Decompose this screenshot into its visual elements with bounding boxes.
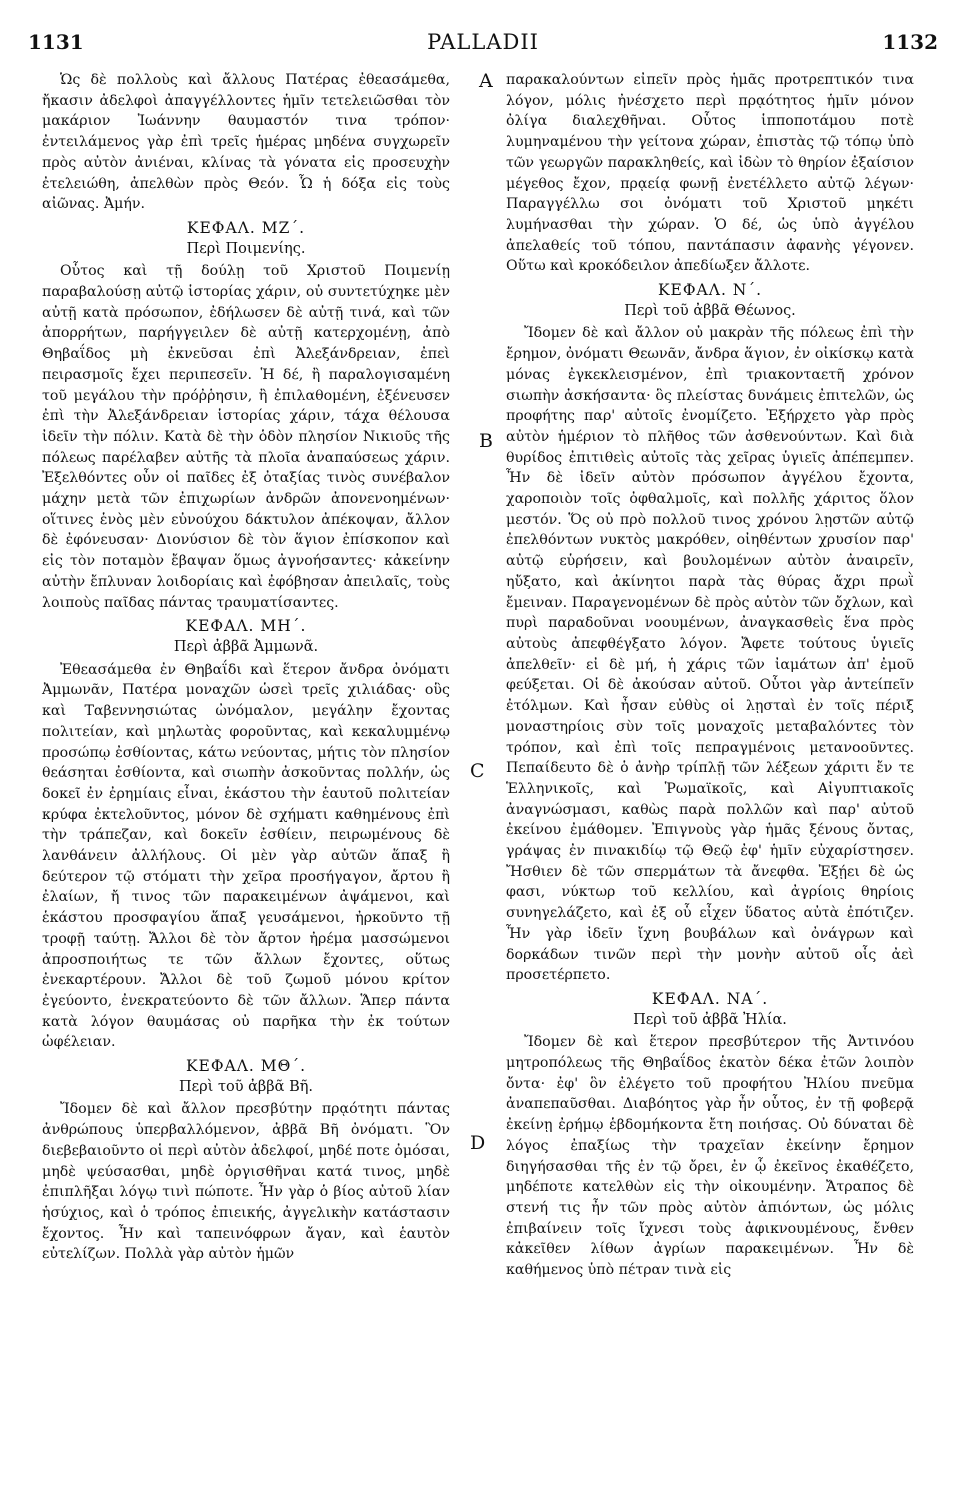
chapter-heading-51: ΚΕΦΑΛ. ΝΑ΄. — [651, 989, 769, 1008]
chapter-title-49: Περὶ τοῦ ἀββᾶ Βῆ. — [178, 1078, 314, 1095]
page-number-right: 1132 — [882, 30, 938, 54]
right-column — [506, 70, 914, 1281]
page-number-left: 1131 — [28, 30, 84, 54]
chapter-heading-47: ΚΕΦΑΛ. ΜΖ΄. — [186, 218, 306, 237]
page-header — [28, 30, 938, 60]
chapter-title-48: Περὶ ἀββᾶ Ἀμμωνᾶ. — [173, 638, 319, 655]
chapter-title-50: Περὶ τοῦ ἀββᾶ Θέωνος. — [624, 302, 796, 319]
chapter-text-51: Ἴδομεν δὲ καὶ ἕτερον πρεσβύτερον τῆς Ἀντινόου μητροπόλεως τῆς Θηβαΐδος ἑκατὸν δέκα ἐτῶν λοιπὸν ὄντα· ἐφ' ὃν ἐλέγετο τοῦ προφήτου Ἠλίου πνεῦμα ἀναπεπαῦσθαι. Διαβόητος γὰρ ἦν οὗτος, ἐν τῇ φοβερᾷ ἐκείνῃ ἐρήμῳ ἑβδομήκοντα ἔτη ποιήσας. Οὐ δύναται δὲ λόγος ἐπαξίως τὴν τραχεῖαν ἐκείνην ἔρημον διηγήσασθαι τῆς ἐν τῷ ὄρει, ἐν ᾧ ἐκεῖνος ἐκαθέζετο, μηδέποτε κατελθὼν εἰς τὴν οἰκουμένην. Ἄτραπος δὲ στενή τις ἦν τῶν πρὸς αὐτὸν ἀπιόντων, ὡς μόλις ἐπιβαίνειν τοῖς ἴχνεσι τοὺς ἀφικνουμένους, ἔνθεν κἀκεῖθεν λίθων ἀγρίων παρακειμένων. Ἦν δὲ καθήμενος ὑπὸ πέτραν τινὰ εἰς — [506, 1034, 914, 1279]
paragraph-intro-left: Ὡς δὲ πολλοὺς καὶ ἄλλους Πατέρας ἐθεασάμεθα, ἤκασιν ἀδελφοὶ ἀπαγγέλλοντες ἡμῖν τετελειῶσθαι τὸν μακάριον Ἰωάννην θαυμαστόν τινα τρόπον· ἐντειλάμενος γὰρ ἐπὶ τρεῖς ἡμέρας μηδένα συγχωρεῖν πρὸς αὐτὸν ἀνιέναι, κλίνας τὰ γόνατα εἰς προσευχὴν ἐτελειώθη, ἀπελθὼν πρὸς Θεόν. Ὧ ἡ δόξα εἰς τοὺς αἰῶνας. Ἀμήν. — [42, 72, 450, 213]
chapter-text-50: Ἴδομεν δὲ καὶ ἄλλον οὐ μακρὰν τῆς πόλεως ἐπὶ τὴν ἔρημον, ὀνόματι Θεωνᾶν, ἄνδρα ἅγιον, ἐν οἰκίσκῳ κατὰ μόνας ἐγκεκλεισμένον, ἐπὶ τριακονταετῆ χρόνον σιωπὴν ἀσκήσαντα· ὃς πλείστας δυνάμεις ἐπιτελῶν, ὡς προφήτης παρ' αὐτοῖς ἐνομίζετο. Ἐξήρχετο γὰρ πρὸς αὐτὸν ἡμέριον τὸ πλῆθος τῶν ἀσθενούντων. Καὶ διὰ θυρίδος ἐπιτιθεὶς αὐτοῖς τὰς χεῖρας ὑγιεῖς ἀπέπεμπεν. Ἦν δὲ ἰδεῖν αὐτὸν πρόσωπον ἀγγέλου ἔχοντα, χαροποιὸν τοῖς ὀφθαλμοῖς, καὶ πολλῆς χάριτος ὅλον μεστόν. Ὅς οὐ πρὸ πολλοῦ τινος χρόνου λῃστῶν αὐτῷ ἐπελθόντων νυκτὸς μακρόθεν, οἰηθέντων χρυσίον παρ' αὐτῷ εὑρήσειν, καὶ βουλομένων αὐτὸν ἀναιρεῖν, ηὔξατο, καὶ ἀκίνητοι παρὰ τὰς θύρας ἄχρι πρωῒ ἔμειναν. Παραγενομένων δὲ πρὸς αὐτὸν τῶν ὄχλων, καὶ πυρὶ παραδοῦναι νοουμένων, ἀναγκασθεὶς ἕνα πρὸς αὐτοὺς ἀπεφθέγξατο λόγον. Ἄφετε τούτους ὑγιεῖς ἀπελθεῖν· εἰ δὲ μή, ἡ χάρις τῶν ἰαμάτων ἀπ' ἐμοῦ φεύξεται. Οἱ δὲ ἀκούσαν αὐτοῦ. Οὗτοι γὰρ ἀντείπεῖν ἐτόλμων. Καὶ ἦσαν εὐθὺς οἱ λῃσταὶ ἐν τοῖς πέριξ μοναστηρίοις σὺν τοῖς μοναχοῖς μεταβαλόντες τὸν τρόπον, καὶ ἐπὶ τοῖς πεπραγμένοις μετανοοῦντες. Πεπαίδευτο δὲ ὁ ἀνὴρ τρίπλῇ τῶν λέξεων χάριτι ἔν τε Ἑλληνικοῖς, καὶ Ῥωμαϊκοῖς, καὶ Αἰγυπτιακοῖς ἀναγνώσμασι, καθὼς παρὰ πολλῶν καὶ παρ' αὐτοῦ ἐκείνου ἐμάθομεν. Ἐπιγνοὺς γὰρ ἡμᾶς ξένους ὄντας, γράψας ἐν πινακιδίῳ τῷ Θεῷ ἐφ' ἡμῖν εὐχαρίστησεν. Ἤσθιεν δὲ τῶν σπερμάτων τὰ ἄνεφθα. Ἐξῄει δὲ ὡς φασι, νύκτωρ τοῦ κελλίου, καὶ ἀγρίοις θηρίοις συνηγελάζετο, καὶ ἐξ οὗ εἶχεν ὕδατος αὐτὰ ἐπότιζεν. Ἦν γὰρ ἰδεῖν ἴχνη βουβάλων καὶ ὀνάγρων καὶ δορκάδων τινῶν περὶ τὴν μονὴν αὐτοῦ οἷς ἀεὶ προσετέρπετο. — [506, 325, 914, 984]
running-title: PALLADII — [427, 30, 539, 54]
chapter-text-48: Ἐθεασάμεθα ἐν Θηβαΐδι καὶ ἕτερον ἄνδρα ὀνόματι Ἀμμωνᾶν, Πατέρα μοναχῶν ὡσεὶ τρεῖς χιλιάδας· οὓς καὶ Ταβεννησιώτας ὠνόμαλον, μεγάλην ἔχοντας πολιτείαν, καὶ μηλωτὰς φοροῦντας, καὶ κεκαλυμμένῳ προσώπῳ ἐσθίοντας, κάτω νεύοντας, μήτις τὸν πλησίον θεάσηται ἐσθίοντα, καὶ σιωπὴν ἀσκοῦντας πολλήν, ὡς δοκεῖ ἐν ἐρημίαις εἶναι, ἑκάστου τὴν ἑαυτοῦ πολιτείαν κρύφα ἐκτελοῦντος, μόνον δὲ σχήματι καθημένους ἐπὶ τὴν τράπεζαν, καὶ δοκεῖν ἐσθίειν, πειρωμένους δὲ λανθάνειν ἀλλήλους. Οἱ μὲν γὰρ αὐτῶν ἅπαξ ἢ δεύτερον τῷ στόματι τὴν χεῖρα προσήγαγον, ἄρτου ἢ ἐλαίων, ἤ τινος τῶν παρακειμένων ἀψάμενοι, καὶ ἑκάστου προσφαγίου ἅπαξ γευσάμενοι, ἠρκοῦντο τῇ τροφῇ ταύτῃ. Ἄλλοι δὲ τὸν ἄρτον ἠρέμα μασσώμενοι ἀπροσποιήτως τε τῶν ἄλλων ἔχοντες, οὕτως ἐνεκαρτέρουν. Ἄλλοι δὲ τοῦ ζωμοῦ μόνου κρίτον ἐγεύοντο, ἐνεκρατεύοντο δὲ τῶν ἄλλων. Ἅπερ πάντα κατὰ λόγον θαυμάσας οὐ παρῆκα τὴν ἐκ τούτων ὠφέλειαν. — [42, 661, 450, 1051]
margin-marker-b: B — [479, 430, 493, 452]
left-column — [42, 70, 450, 1265]
chapter-heading-49: ΚΕΦΑΛ. ΜΘ΄. — [185, 1057, 307, 1076]
paragraph-intro-right: παρακαλούντων εἰπεῖν πρὸς ἡμᾶς προτρεπτικόν τινα λόγον, μόλις ἠνέσχετο περὶ πρᾳότητος ἡμῖν μόνον ὀλίγα διαλεχθῆναι. Οὗτος ἱπποποτάμου ποτὲ λυμηναμένου τὴν γείτονα χώραν, ἐπιστὰς τῷ τόπῳ ὑπὸ τῶν γεωργῶν παρακληθείς, καὶ ἰδὼν τὸ θηρίον ἐξαίσιον μέγεθος ἔχον, πρᾳείᾳ φωνῇ ἐνετέλλετο αὐτῷ λέγων· Παραγγέλλω σοι ὀνόματι τοῦ Χριστοῦ μηκέτι λυμήνασθαι τὴν χώραν. Ὁ δέ, ὡς ὑπὸ ἀγγέλου ἀπελαθείς τοῦ τόπου, παντάπασιν ἀφανὴς γέγονεν. Οὕτω καὶ κροκόδειλον ἀπεδίωξεν ἄλλοτε. — [506, 72, 914, 275]
margin-marker-d: D — [470, 1132, 486, 1154]
chapter-text-47: Οὗτος καὶ τῇ δούλῃ τοῦ Χριστοῦ Ποιμενίῃ παραβαλούσῃ αὐτῷ ἱστορίας χάριν, οὐ συντετύχηκε μὲν αὐτῇ κατὰ πρόσωπον, ἐδήλωσεν δὲ αὐτῇ τινά, καὶ τῶν ἀπορρήτων, παρήγγειλεν δὲ αὐτῇ κατερχομένῃ, ἀπὸ Θηβαΐδος μὴ ἐκνεῦσαι ἐπὶ Ἀλεξάνδρειαν, ἐπεὶ πειρασμοῖς ἔχει περιπεσεῖν. Ἡ δέ, ἢ παραλογισαμένη τοῦ μεγάλου τὴν πρόῤῥησιν, ἢ ἐπιλαθομένη, ἐξένευσεν ἐπὶ τὴν Ἀλεξάνδρειαν ἱστορίας χάριν, τάχα θέλουσα ἰδεῖν τὴν πόλιν. Κατὰ δὲ τὴν ὁδὸν πλησίον Νικιοῦς τῆς πόλεως παρέλαβεν αὐτῆς τὰ πλοῖα ἀναπαύσεως χάριν. Ἐξελθόντες οὖν οἱ παῖδες ἐξ ὀταξίας τινὸς συνέβαλον μάχην μετὰ τῶν ἐπιχωρίων ἀνδρῶν ἀπονενοημένων· οἵτινες ἑνὸς μὲν εὐνούχου δάκτυλον ἀπέκοψαν, ἄλλον δὲ ἐφόνευσαν· Διονύσιον δὲ τὸν ἅγιον ἐπίσκοπον καὶ εἰς τὸν ποταμὸν ἔβαψαν ὅμως ἀγνοήσαντες· κἀκείνην αὐτὴν ἔπλυναν λοιδορίαις καὶ ἐφόβησαν ἀπειλαῖς, τοὺς λοιποὺς παῖδας πάντας τραυματίσαντες. — [42, 263, 450, 611]
chapter-title-47: Περὶ Ποιμενίης. — [186, 240, 306, 257]
chapter-heading-48: ΚΕΦΑΛ. ΜΗ΄. — [185, 617, 307, 636]
margin-marker-a: A — [479, 70, 493, 92]
chapter-text-49: Ἴδομεν δὲ καὶ ἄλλον πρεσβύτην πρᾳότητι πάντας ἀνθρώπους ὑπερβαλλόμενον, ἀββᾶ Βῆ ὀνόματι. Ὃν διεβεβαιοῦντο οἱ περὶ αὐτὸν ἀδελφοί, μηδέ ποτε ὀμόσαι, μηδὲ ψεύσασθαι, μηδὲ ὀργισθῆναι κατά τινος, μηδὲ ἐπιπλῆξαι λόγῳ τινὶ πώποτε. Ἦν γὰρ ὁ βίος αὐτοῦ λίαν ἡσύχιος, καὶ ὁ τρόπος ἐπιεικής, ἀγγελικὴν κατάστασιν ἔχοντος. Ἦν καὶ ταπεινόφρων ἄγαν, καὶ ἑαυτὸν εὐτελίζων. Πολλὰ γὰρ αὐτὸν ἡμῶν — [42, 1101, 450, 1263]
chapter-title-51: Περὶ τοῦ ἀββᾶ Ἠλία. — [633, 1011, 787, 1028]
margin-marker-c: C — [470, 760, 485, 782]
chapter-heading-50: ΚΕΦΑΛ. Ν΄. — [657, 281, 763, 300]
